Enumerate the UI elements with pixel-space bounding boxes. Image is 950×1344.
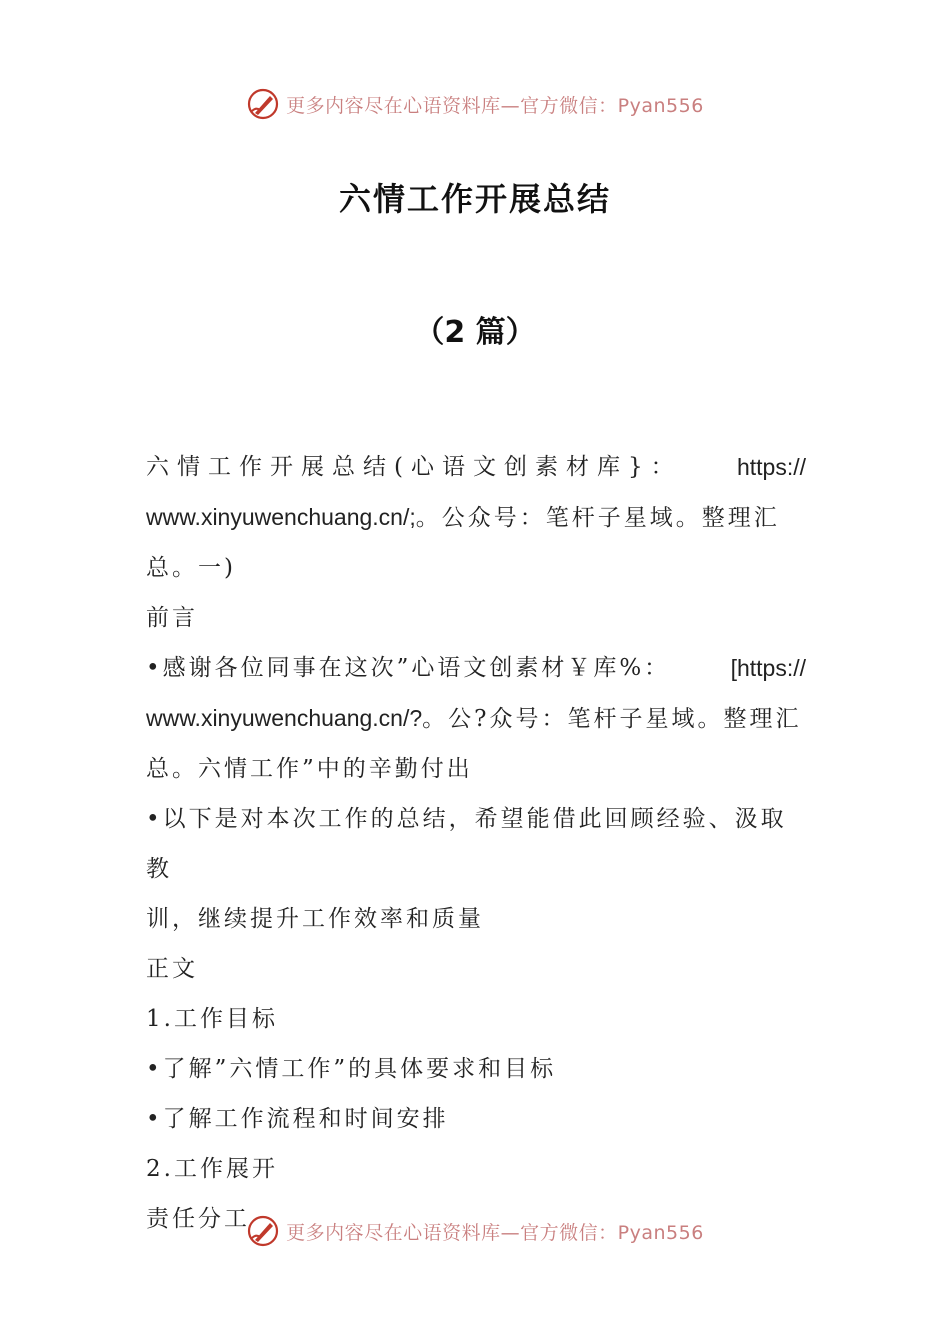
bullet-item: •感谢各位同事在这次”心语文创素材￥库%： [https:// [146, 655, 806, 681]
pen-logo-icon [246, 87, 280, 121]
footer-banner-text: 更多内容尽在心语资料库—官方微信：Pyan556 [286, 1221, 704, 1244]
body-line: 总。六情工作”中的辛勤付出 [146, 756, 473, 782]
body-line: 总。一) [146, 555, 236, 581]
document-body [146, 442, 806, 1244]
body-line: www.xinyuwenchuang.cn/?。公?众号：笔杆子星域。整理汇 [146, 705, 802, 732]
footer-banner [0, 1211, 950, 1251]
header-banner-text: 更多内容尽在心语资料库—官方微信：Pyan556 [286, 94, 704, 117]
section-heading: 前言 [146, 605, 198, 631]
body-line: 责任分工 [146, 1206, 250, 1232]
numbered-heading: 1.工作目标 [146, 1006, 278, 1032]
header-banner [0, 84, 950, 124]
bullet-item: •了解”六情工作”的具体要求和目标 [146, 1056, 557, 1082]
bullet-item: •以下是对本次工作的总结，希望能借此回顾经验、汲取教 [146, 806, 787, 882]
document-title: 六情工作开展总结 [338, 180, 611, 218]
body-line: 训，继续提升工作效率和质量 [146, 906, 484, 932]
body-line: 六情工作开展总结(心语文创素材库}： https:// [146, 454, 806, 480]
body-line: www.xinyuwenchuang.cn/;。公众号：笔杆子星域。整理汇 [146, 504, 780, 531]
document-subtitle: （2 篇） [414, 315, 536, 350]
numbered-heading: 2.工作展开 [146, 1156, 278, 1182]
section-heading: 正文 [146, 956, 198, 982]
pen-logo-icon [246, 1214, 280, 1248]
bullet-item: •了解工作流程和时间安排 [146, 1106, 449, 1132]
